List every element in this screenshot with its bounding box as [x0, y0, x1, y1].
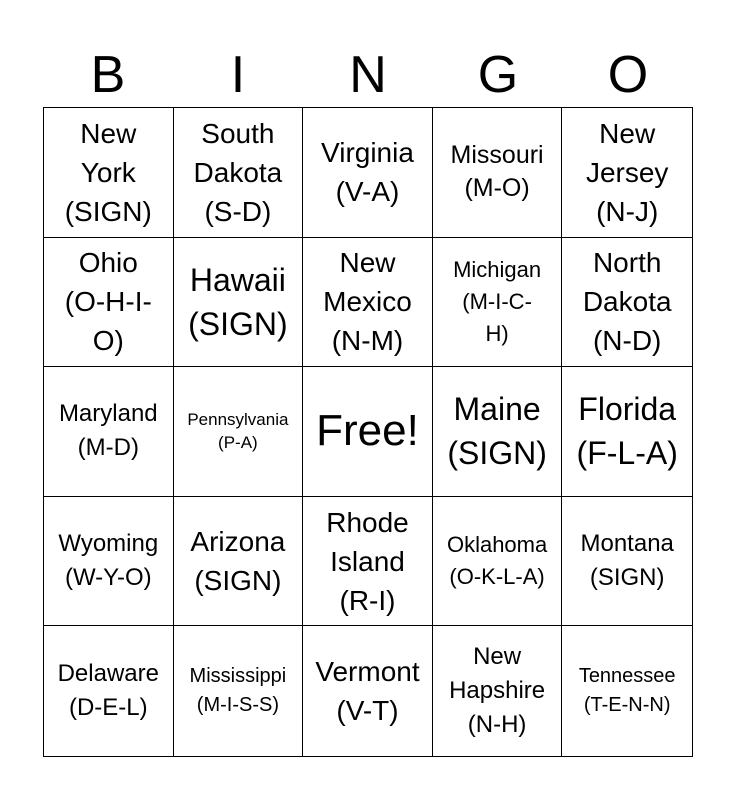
bingo-cell[interactable]	[44, 497, 174, 627]
bingo-cell[interactable]	[303, 497, 433, 627]
bingo-cell[interactable]	[433, 497, 563, 627]
cell-label: Wyoming (W-Y-O)	[58, 530, 159, 592]
cell-label: Montana (SIGN)	[580, 530, 674, 592]
cell-label: Virginia (V-A)	[321, 137, 414, 208]
cell-label: Maine (SIGN)	[447, 391, 547, 472]
header-letter-b: B	[90, 46, 126, 104]
bingo-cell[interactable]	[174, 497, 304, 627]
bingo-cell[interactable]	[433, 367, 563, 497]
free-space-label: Free!	[316, 406, 419, 456]
bingo-cell[interactable]	[303, 238, 433, 368]
cell-label: Pennsylvania (P-A)	[187, 410, 289, 453]
bingo-cell[interactable]	[174, 108, 304, 238]
bingo-cell[interactable]	[44, 238, 174, 368]
bingo-cell[interactable]	[303, 108, 433, 238]
cell-label: Ohio (O-H-I- O)	[64, 247, 152, 357]
bingo-cell[interactable]	[562, 626, 692, 756]
cell-label: Oklahoma (O-K-L-A)	[446, 532, 548, 590]
cell-label: North Dakota (N-D)	[582, 247, 672, 357]
header-letter-o: O	[607, 46, 649, 104]
cell-label: New Mexico (N-M)	[323, 247, 412, 357]
bingo-header	[43, 42, 693, 108]
bingo-cell[interactable]	[303, 626, 433, 756]
bingo-cell[interactable]	[174, 626, 304, 756]
cell-label: Maryland (M-D)	[58, 400, 158, 462]
cell-label: Arizona (SIGN)	[190, 526, 286, 597]
cell-label: Delaware (D-E-L)	[57, 660, 159, 722]
bingo-cell[interactable]	[433, 626, 563, 756]
cell-label: New York (SIGN)	[64, 117, 152, 227]
header-letter-g: G	[477, 46, 519, 104]
cell-label: Missouri (M-O)	[450, 141, 544, 203]
header-letter-i: I	[230, 46, 246, 104]
bingo-cell[interactable]	[44, 626, 174, 756]
cell-label: New Jersey (N-J)	[585, 117, 669, 227]
bingo-cell[interactable]	[174, 367, 304, 497]
free-space-cell[interactable]	[303, 367, 433, 497]
bingo-cell[interactable]	[433, 238, 563, 368]
bingo-cell[interactable]	[562, 238, 692, 368]
bingo-cell[interactable]	[44, 108, 174, 238]
cell-label: Florida (F-L-A)	[576, 391, 678, 472]
cell-label: New Hapshire (N-H)	[449, 643, 546, 739]
bingo-cell[interactable]	[562, 108, 692, 238]
bingo-cell[interactable]	[174, 238, 304, 368]
cell-label: South Dakota (S-D)	[193, 117, 283, 227]
cell-label: Michigan (M-I-C- H)	[453, 256, 542, 346]
bingo-cell[interactable]	[44, 367, 174, 497]
header-letter-n: N	[349, 46, 387, 104]
cell-label: Vermont (V-T)	[315, 656, 420, 727]
bingo-cell[interactable]	[562, 497, 692, 627]
cell-label: Rhode Island (R-I)	[326, 506, 409, 616]
cell-label: Hawaii (SIGN)	[188, 261, 288, 342]
bingo-cell[interactable]	[562, 367, 692, 497]
bingo-cell[interactable]	[433, 108, 563, 238]
cell-label: Mississippi (M-I-S-S)	[189, 665, 287, 717]
bingo-card-grid	[43, 107, 693, 757]
cell-label: Tennessee (T-E-N-N)	[578, 665, 676, 717]
